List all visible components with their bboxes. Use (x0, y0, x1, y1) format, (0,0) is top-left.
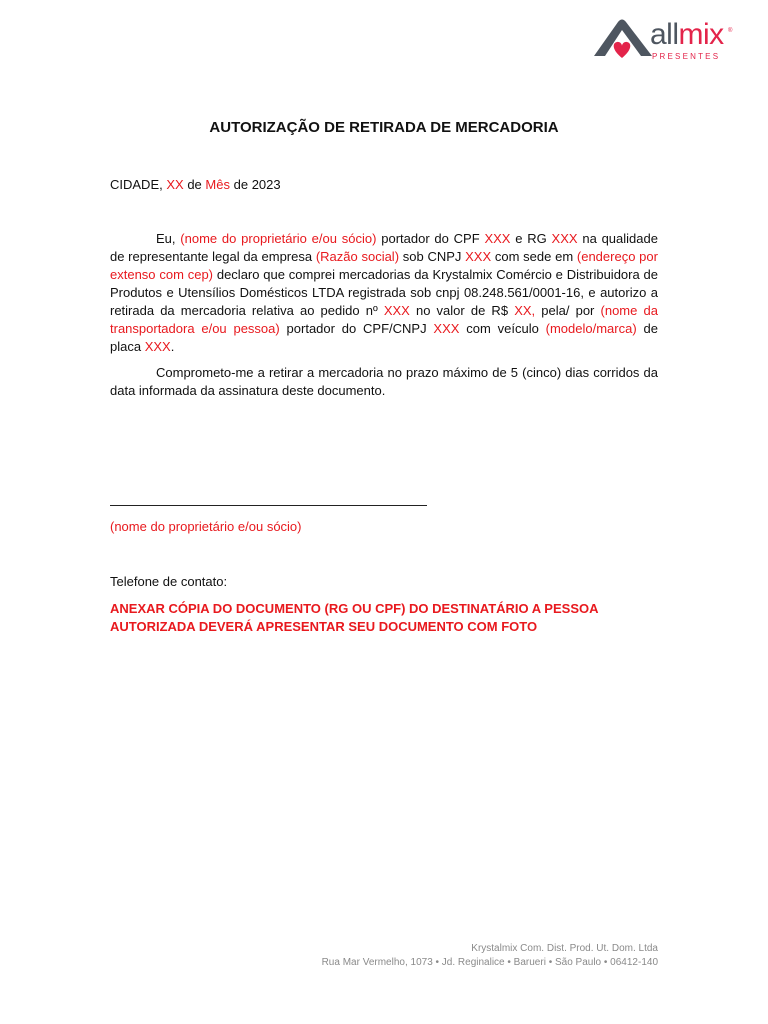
footer-company: Krystalmix Com. Dist. Prod. Ut. Dom. Ltda (471, 943, 658, 954)
placeholder-carrier-document: XXX (433, 321, 460, 336)
date-day: XX (166, 177, 184, 192)
text-fragment: de placa (110, 321, 658, 354)
logo-word-mix: mix (678, 18, 724, 51)
placeholder-value: XX, (514, 303, 536, 318)
signature-name: (nome do proprietário e/ou sócio) (110, 519, 302, 534)
allmix-logo (592, 16, 742, 62)
document-title: AUTORIZAÇÃO DE RETIRADA DE MERCADORIA (209, 119, 559, 136)
placeholder-vehicle-model: (modelo/marca) (545, 321, 637, 336)
text-fragment: portador do CPF (381, 231, 480, 246)
logo-subtitle: PRESENTES (652, 52, 721, 61)
placeholder-company-name: (Razão social) (315, 249, 400, 264)
placeholder-cpf: XXX (484, 231, 511, 246)
text-fragment: Eu, (156, 231, 176, 246)
date-city: CIDADE, (110, 177, 163, 192)
placeholder-plate: XXX (144, 339, 171, 354)
footer-address: Rua Mar Vermelho, 1073 • Jd. Reginalice • Barueri • São Paulo • 06412-140 (321, 957, 658, 968)
placeholder-address: (endereço por extenso com cep) (110, 249, 658, 282)
logo-wordmark (650, 20, 724, 50)
text-fragment: no valor de R$ (415, 303, 509, 318)
date-month: Mês (205, 177, 230, 192)
logo-word-all: all (650, 18, 679, 51)
commitment-paragraph: Comprometo-me a retirar a mercadoria no prazo máximo de 5 (cinco) dias corridos da data informada da assinatura deste documento. (110, 365, 658, 398)
footer (322, 942, 658, 970)
text-fragment: pela/ por (541, 303, 595, 318)
text-fragment: declaro que comprei mercadorias da Krystalmix Comércio e Distribuidora de Produtos e Utensílios Domésticos LTDA registrada sob cnpj 08.248.561/0001-16, e autorizo a retirada da mercadoria relativa ao pedido nº (110, 267, 658, 318)
date-year: 2023 (251, 177, 281, 192)
authorization-paragraph (110, 230, 658, 356)
text-fragment: . (170, 339, 175, 354)
text-fragment: portador do CPF/CNPJ (286, 321, 427, 336)
date-line (110, 176, 658, 194)
signature-line (110, 505, 427, 506)
logo-mark-icon (592, 16, 654, 62)
placeholder-cnpj: XXX (465, 249, 492, 264)
placeholder-order-number: XXX (383, 303, 410, 318)
date-de-1: de (187, 177, 202, 192)
placeholder-carrier-name: (nome da transportadora e/ou pessoa) (110, 303, 658, 336)
placeholder-rg: XXX (551, 231, 578, 246)
text-fragment: na qualidade de representante legal da empresa (110, 231, 658, 264)
text-fragment: sob CNPJ (402, 249, 462, 264)
text-fragment: com veículo (466, 321, 539, 336)
text-fragment: com sede em (494, 249, 574, 264)
phone-label: Telefone de contato: (110, 574, 228, 589)
logo-registered-mark: ® (728, 28, 733, 34)
text-fragment: e RG (515, 231, 547, 246)
attachment-warning: ANEXAR CÓPIA DO DOCUMENTO (RG OU CPF) DO DESTINATÁRIO A PESSOA AUTORIZADA DEVERÁ APRESENTAR SEU DOCUMENTO COM FOTO (110, 601, 599, 634)
placeholder-owner-name: (nome do proprietário e/ou sócio) (180, 231, 377, 246)
date-de-2: de (233, 177, 249, 192)
